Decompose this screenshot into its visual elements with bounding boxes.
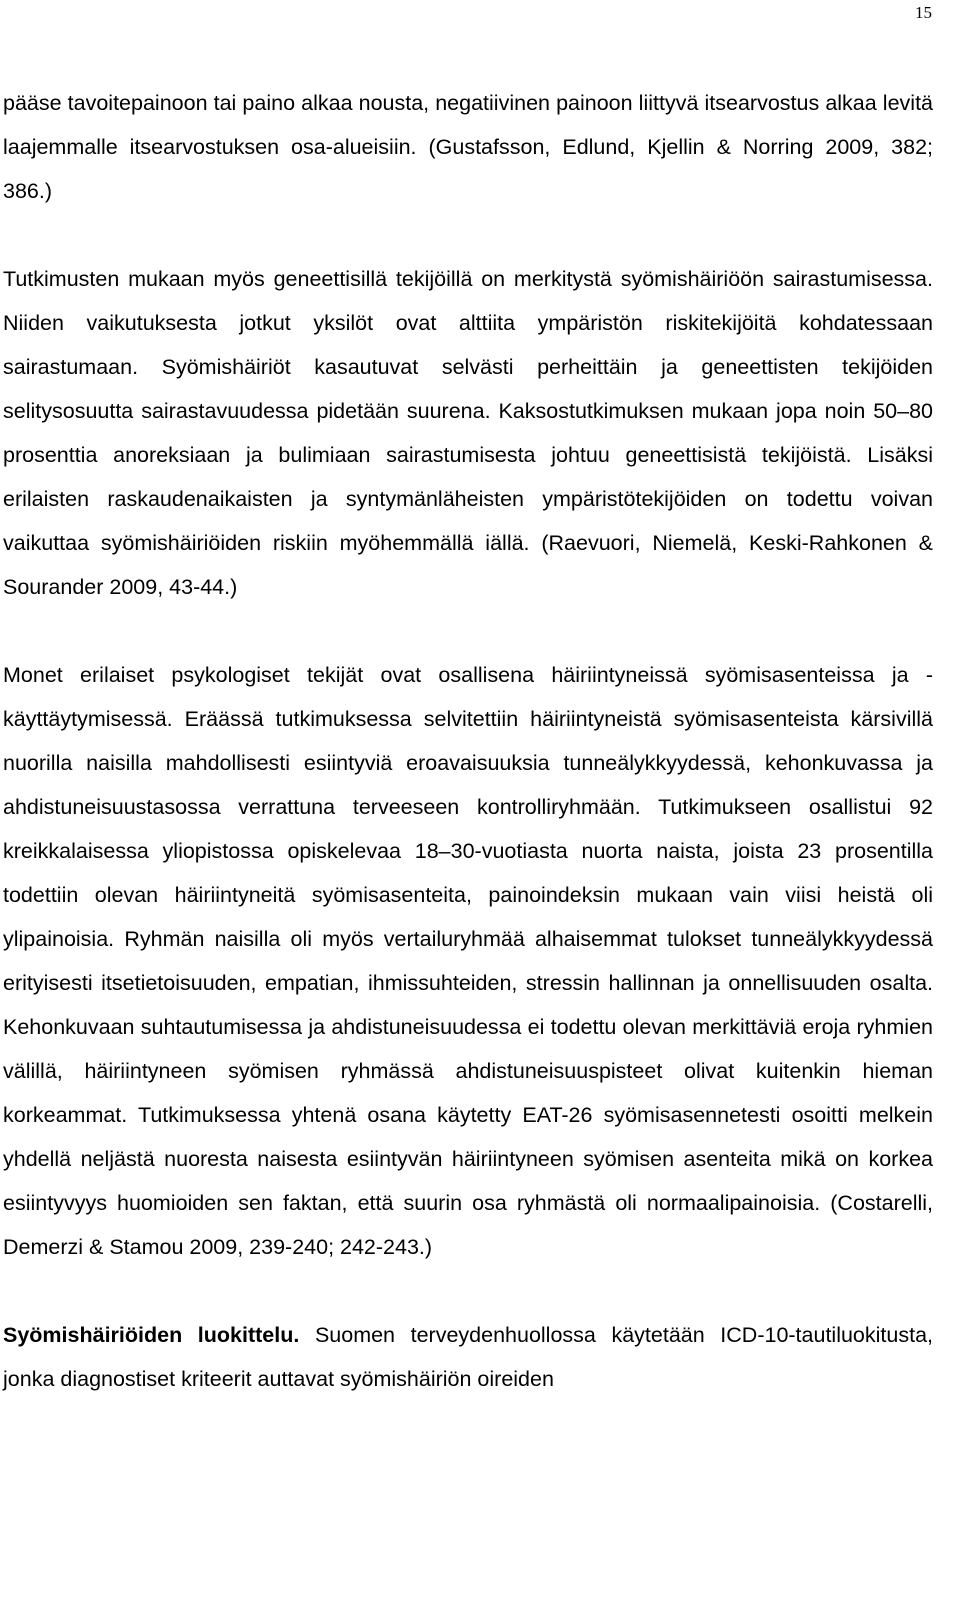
- paragraph-4-text: Suomen terveydenhuollossa käytetään ICD-10-tautiluokitusta, jonka diagnostiset kriteerit auttavat syömishäiriön oireiden: [3, 1323, 933, 1391]
- page-number: 15: [915, 3, 932, 22]
- paragraph-3: Monet erilaiset psykologiset tekijät ovat osallisena häiriintyneissä syömisasenteissa ja -käyttäytymisessä. Eräässä tutkimuksessa selvitettiin häiriintyneistä syömisasenteista kärsivillä nuorilla naisilla mahdollisesti esiintyviä eroavaisuuksia tunneälykkyydessä, kehonkuvassa ja ahdistuneisuustasossa verrattuna terveeseen kontrolliryhmään. Tutkimukseen osallistui 92 kreikkalaisessa yliopistossa opiskelevaa 18–30-vuotiasta nuorta naista, joista 23 prosentilla todettiin olevan häiriintyneitä syömisasenteita, painoindeksin mukaan vain viisi heistä oli ylipainoisia. Ryhmän naisilla oli myös vertailuryhmää alhaisemmat tulokset tunneälykkyydessä erityisesti itsetietoisuuden, empatian, ihmissuhteiden, stressin hallinnan ja onnellisuuden osalta. Kehonkuvaan suhtautumisessa ja ahdistuneisuudessa ei todettu olevan merkittäviä eroja ryhmien välillä, häiriintyneen syömisen ryhmässä ahdistuneisuuspisteet olivat kuitenkin hieman korkeammat. Tutkimuksessa yhtenä osana käytetty EAT-26 syömisasennetesti osoitti melkein yhdellä neljästä nuoresta naisesta esiintyvän häiriintyneen syömisen asenteita mikä on korkea esiintyvyys huomioiden sen faktan, että suurin osa ryhmästä oli normaalipainoisia. (Costarelli, Demerzi & Stamou 2009, 239-240; 242-243.): [3, 663, 933, 1259]
- section-heading: Syömishäiriöiden luokittelu.: [3, 1323, 300, 1347]
- paragraph-4: [3, 1313, 933, 1401]
- paragraph-2: Tutkimusten mukaan myös geneettisillä tekijöillä on merkitystä syömishäiriöön sairastumisessa. Niiden vaikutuksesta jotkut yksilöt ovat alttiita ympäristön riskitekijöitä kohdatessaan sairastumaan. Syömishäiriöt kasautuvat selvästi perheittäin ja geneettisten tekijöiden selitysosuutta sairastavuudessa pidetään suurena. Kaksostutkimuksen mukaan jopa noin 50–80 prosenttia anoreksiaan ja bulimiaan sairastumisesta johtuu geneettisistä tekijöistä. Lisäksi erilaisten raskaudenaikaisten ja syntymänläheisten ympäristötekijöiden on todettu voivan vaikuttaa syömishäiriöiden riskiin myöhemmällä iällä. (Raevuori, Niemelä, Keski-Rahkonen & Sourander 2009, 43-44.): [3, 267, 933, 599]
- paragraph-1: pääse tavoitepainoon tai paino alkaa nousta, negatiivinen painoon liittyvä itsearvostus alkaa levitä laajemmalle itsearvostuksen osa-alueisiin. (Gustafsson, Edlund, Kjellin & Norring 2009, 382; 386.): [3, 91, 933, 203]
- body-text: [3, 81, 933, 1401]
